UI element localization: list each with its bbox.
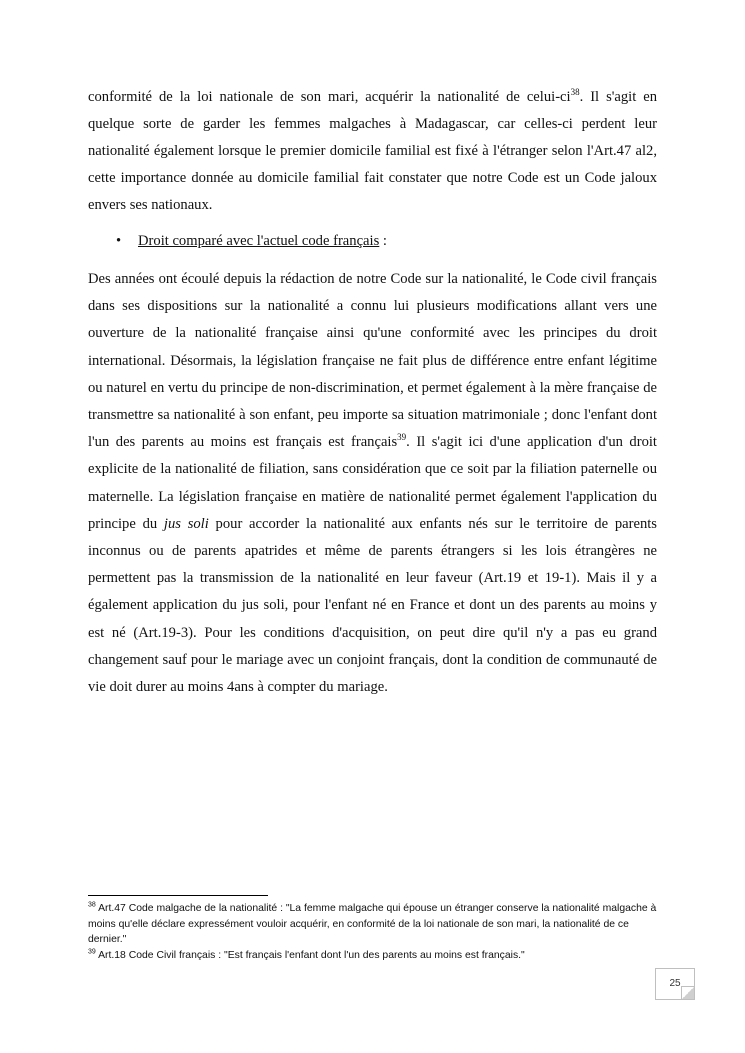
bullet-text [138,228,387,255]
paragraph-2 [88,266,657,701]
footnote-38 [88,901,660,948]
page-number: 25 [655,968,695,1000]
footnote-text: Art.47 Code malgache de la nationalité : "La femme malgache qui épouse un étranger conserve la nationalité malgache à moins qu'elle déclare expressément vouloir acquérir, en conformité de la loi nationale de son mari, la nationalité de ce dernier." [88,903,657,945]
footnote-39 [88,948,660,964]
footnote-ref-38[interactable]: 38 [570,87,580,98]
paragraph-2-italic: jus soli [163,515,209,532]
footnote-number: 39 [88,948,96,956]
bullet-suffix: : [379,233,387,249]
bullet-heading: Droit comparé avec l'actuel code français [138,233,380,249]
footnote-number: 38 [88,901,96,909]
paragraph-1-text-after: . Il s'agit en quelque sorte de garder les femmes malgaches à Madagascar, car celles-ci perdent leur nationalité également lorsque le premier domicile familial est fixé à l'étranger selon l'Art.47 al2, cette importance donnée au domicile familial fait constater que notre Code est un Code jaloux envers ses nationaux. [88,89,657,213]
paragraph-2-text-middle: . Il s'agit ici d'une application d'un droit explicite de la nationalité de filiation, sans considération que ce soit par la filiation paternelle ou maternelle. La législation française en matière de nationalité permet également l'application du principe du [88,434,657,532]
footnotes [88,901,660,963]
paragraph-2-text-before: Des années ont écoulé depuis la rédaction de notre Code sur la nationalité, le Code civil français dans ses dispositions sur la nationalité a connu lui plusieurs modifications allant vers une ouverture de la nationalité française ainsi qu'une conformité avec les principes du droit international. Désormais, la législation française ne fait plus de différence entre enfant légitime ou naturel en vertu du principe de non-discrimination, et permet également à la mère française de transmettre sa nationalité à son enfant, peu importe sa situation matrimoniale ; donc l'enfant dont l'un des parents au moins est français est français [88,271,657,451]
footnote-text: Art.18 Code Civil français : "Est français l'enfant dont l'un des parents au moins est français." [95,949,525,961]
footnote-separator [88,895,268,896]
paragraph-2-text-after: pour accorder la nationalité aux enfants nés sur le territoire de parents inconnus ou de parents apatrides et même de parents étrangers si les lois étrangères ne permettent pas la transmission de la nationalité en leur faveur (Art.19 et 19-1). Mais il y a également application du jus soli, pour l'enfant né en France et dont un des parents au moins y est né (Art.19-3). Pour les conditions d'acquisition, on peut dire qu'il n'y a pas eu grand changement sauf pour le mariage avec un conjoint français, dont la condition de communauté de vie doit durer au moins 4ans à compter du mariage. [88,515,657,696]
footnote-ref-39[interactable]: 39 [397,432,407,443]
page-curl-icon [681,986,694,999]
bullet-icon: • [116,233,122,249]
paragraph-1 [88,84,657,219]
paragraph-1-text-before: conformité de la loi nationale de son mari, acquérir la nationalité de celui-ci [88,89,571,105]
